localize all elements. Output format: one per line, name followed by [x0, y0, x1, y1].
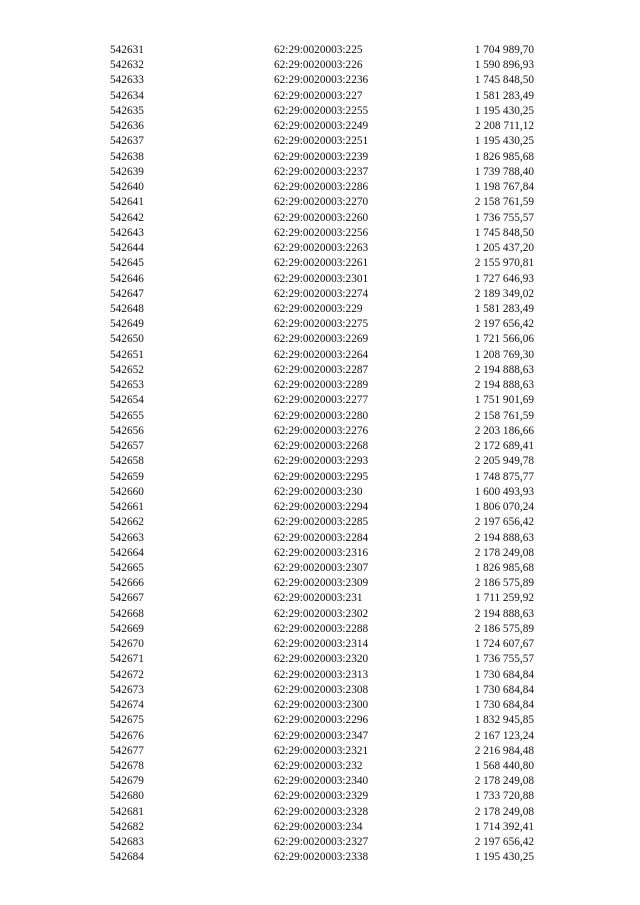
record-number: 542641: [110, 196, 144, 209]
record-number: 542662: [110, 516, 144, 529]
cadastral-value: 1 721 566,06: [474, 333, 534, 346]
cadastral-number: 62:29:0020003:2284: [274, 531, 369, 544]
table-row: [0, 165, 640, 180]
cadastral-number: 62:29:0020003:2239: [274, 150, 369, 163]
table-row: [0, 180, 640, 195]
record-number: 542640: [110, 181, 144, 194]
table-row: [0, 637, 640, 652]
cadastral-value: 2 208 711,12: [475, 120, 534, 133]
table-row: [0, 729, 640, 744]
cadastral-number: 62:29:0020003:2261: [274, 257, 369, 270]
cadastral-number: 62:29:0020003:227: [274, 89, 363, 102]
cadastral-value: 2 194 888,63: [474, 607, 534, 620]
record-number: 542682: [110, 820, 144, 833]
table-row: [0, 150, 640, 165]
record-number: 542649: [110, 318, 144, 331]
record-number: 542654: [110, 394, 144, 407]
table-row: [0, 104, 640, 119]
table-row: [0, 470, 640, 485]
table-row: [0, 515, 640, 530]
table-row: [0, 835, 640, 850]
table-row: [0, 317, 640, 332]
record-number: 542680: [110, 790, 144, 803]
table-row: [0, 713, 640, 728]
cadastral-number: 62:29:0020003:2289: [274, 379, 369, 392]
cadastral-number: 62:29:0020003:2274: [274, 287, 369, 300]
cadastral-number: 62:29:0020003:2314: [274, 638, 369, 651]
cadastral-value: 2 178 249,08: [474, 805, 534, 818]
table-row: [0, 850, 640, 865]
cadastral-value: 2 172 689,41: [474, 440, 534, 453]
cadastral-value: 1 581 283,49: [474, 89, 534, 102]
cadastral-number: 62:29:0020003:2327: [274, 836, 369, 849]
table-row: [0, 211, 640, 226]
record-number: 542631: [110, 44, 144, 56]
cadastral-number: 62:29:0020003:2300: [274, 699, 369, 712]
cadastral-value: 1 568 440,80: [474, 760, 534, 773]
cadastral-number: 62:29:0020003:232: [274, 760, 363, 773]
cadastral-value: 2 197 656,42: [474, 836, 534, 849]
cadastral-number: 62:29:0020003:226: [274, 59, 363, 72]
record-number: 542651: [110, 348, 144, 361]
cadastral-value: 2 194 888,63: [474, 363, 534, 376]
table-row: [0, 622, 640, 637]
record-number: 542668: [110, 607, 144, 620]
cadastral-number: 62:29:0020003:2288: [274, 622, 369, 635]
cadastral-value: 2 194 888,63: [474, 379, 534, 392]
table-row: [0, 561, 640, 576]
cadastral-value: 2 186 575,89: [474, 622, 534, 635]
cadastral-number: 62:29:0020003:2293: [274, 455, 369, 468]
cadastral-number: 62:29:0020003:2328: [274, 805, 369, 818]
cadastral-number: 62:29:0020003:231: [274, 592, 363, 605]
cadastral-value: 2 178 249,08: [474, 546, 534, 559]
cadastral-value: 2 194 888,63: [474, 531, 534, 544]
record-number: 542666: [110, 577, 144, 590]
cadastral-value: 1 195 430,25: [474, 135, 534, 148]
cadastral-value: 1 739 788,40: [474, 165, 534, 178]
cadastral-number: 62:29:0020003:2294: [274, 501, 369, 514]
record-number: 542632: [110, 59, 144, 72]
record-number: 542673: [110, 683, 144, 696]
record-number: 542636: [110, 120, 144, 133]
record-number: 542642: [110, 211, 144, 224]
table-row: [0, 134, 640, 149]
table-row: [0, 652, 640, 667]
table-row: [0, 43, 640, 58]
table-row: [0, 348, 640, 363]
cadastral-number: 62:29:0020003:229: [274, 302, 363, 315]
record-number: 542674: [110, 699, 144, 712]
record-number: 542675: [110, 714, 144, 727]
record-number: 542648: [110, 302, 144, 315]
table-row: [0, 363, 640, 378]
cadastral-number: 62:29:0020003:2275: [274, 318, 369, 331]
cadastral-number: 62:29:0020003:2249: [274, 120, 369, 133]
table-row: [0, 439, 640, 454]
record-number: 542677: [110, 744, 144, 757]
table-row: [0, 774, 640, 789]
cadastral-number: 62:29:0020003:2313: [274, 668, 369, 681]
cadastral-value: 2 216 984,48: [474, 744, 534, 757]
record-number: 542645: [110, 257, 144, 270]
cadastral-value: 1 590 896,93: [474, 59, 534, 72]
record-number: 542678: [110, 760, 144, 773]
record-number: 542638: [110, 150, 144, 163]
cadastral-value: 1 730 684,84: [474, 668, 534, 681]
record-number: 542656: [110, 424, 144, 437]
table-row: [0, 683, 640, 698]
cadastral-number: 62:29:0020003:230: [274, 485, 363, 498]
record-number: 542644: [110, 242, 144, 255]
cadastral-value: 1 745 848,50: [474, 226, 534, 239]
data-table: [0, 43, 640, 866]
table-row: [0, 805, 640, 820]
table-row: [0, 302, 640, 317]
cadastral-value: 1 208 769,30: [474, 348, 534, 361]
cadastral-number: 62:29:0020003:2320: [274, 653, 369, 666]
cadastral-value: 1 826 985,68: [474, 561, 534, 574]
table-row: [0, 500, 640, 515]
cadastral-number: 62:29:0020003:2329: [274, 790, 369, 803]
cadastral-value: 2 186 575,89: [474, 577, 534, 590]
table-row: [0, 744, 640, 759]
cadastral-value: 1 832 945,85: [474, 714, 534, 727]
table-row: [0, 195, 640, 210]
record-number: 542676: [110, 729, 144, 742]
cadastral-number: 62:29:0020003:2255: [274, 104, 369, 117]
record-number: 542665: [110, 561, 144, 574]
record-number: 542659: [110, 470, 144, 483]
table-row: [0, 409, 640, 424]
cadastral-number: 62:29:0020003:2251: [274, 135, 369, 148]
cadastral-number: 62:29:0020003:2264: [274, 348, 369, 361]
table-row: [0, 698, 640, 713]
record-number: 542633: [110, 74, 144, 87]
table-row: [0, 393, 640, 408]
cadastral-number: 62:29:0020003:2269: [274, 333, 369, 346]
cadastral-number: 62:29:0020003:234: [274, 820, 363, 833]
cadastral-number: 62:29:0020003:2338: [274, 851, 369, 864]
cadastral-number: 62:29:0020003:2285: [274, 516, 369, 529]
cadastral-number: 62:29:0020003:2268: [274, 440, 369, 453]
table-row: [0, 226, 640, 241]
cadastral-value: 1 711 259,92: [475, 592, 534, 605]
record-number: 542660: [110, 485, 144, 498]
cadastral-number: 62:29:0020003:2321: [274, 744, 369, 757]
table-row: [0, 546, 640, 561]
record-number: 542647: [110, 287, 144, 300]
table-row: [0, 607, 640, 622]
record-number: 542661: [110, 501, 144, 514]
cadastral-number: 62:29:0020003:225: [274, 44, 363, 56]
cadastral-number: 62:29:0020003:2260: [274, 211, 369, 224]
cadastral-value: 2 205 949,78: [474, 455, 534, 468]
record-number: 542643: [110, 226, 144, 239]
record-number: 542639: [110, 165, 144, 178]
cadastral-value: 2 197 656,42: [474, 318, 534, 331]
cadastral-number: 62:29:0020003:2340: [274, 775, 369, 788]
table-row: [0, 454, 640, 469]
cadastral-number: 62:29:0020003:2296: [274, 714, 369, 727]
table-row: [0, 424, 640, 439]
table-row: [0, 789, 640, 804]
record-number: 542684: [110, 851, 144, 864]
table-row: [0, 256, 640, 271]
cadastral-value: 1 730 684,84: [474, 699, 534, 712]
cadastral-number: 62:29:0020003:2280: [274, 409, 369, 422]
table-row: [0, 119, 640, 134]
table-row: [0, 485, 640, 500]
cadastral-number: 62:29:0020003:2263: [274, 242, 369, 255]
record-number: 542663: [110, 531, 144, 544]
table-row: [0, 89, 640, 104]
cadastral-value: 1 581 283,49: [474, 302, 534, 315]
cadastral-value: 1 745 848,50: [474, 74, 534, 87]
record-number: 542646: [110, 272, 144, 285]
record-number: 542664: [110, 546, 144, 559]
record-number: 542637: [110, 135, 144, 148]
table-row: [0, 287, 640, 302]
table-row: [0, 576, 640, 591]
cadastral-value: 1 727 646,93: [474, 272, 534, 285]
cadastral-number: 62:29:0020003:2308: [274, 683, 369, 696]
cadastral-value: 1 600 493,93: [474, 485, 534, 498]
table-row: [0, 759, 640, 774]
cadastral-value: 2 158 761,59: [474, 196, 534, 209]
cadastral-value: 1 730 684,84: [474, 683, 534, 696]
cadastral-value: 2 158 761,59: [474, 409, 534, 422]
record-number: 542671: [110, 653, 144, 666]
cadastral-value: 1 195 430,25: [474, 851, 534, 864]
cadastral-number: 62:29:0020003:2301: [274, 272, 369, 285]
table-row: [0, 58, 640, 73]
table-row: [0, 531, 640, 546]
cadastral-value: 1 704 989,70: [474, 44, 534, 56]
table-row: [0, 820, 640, 835]
record-number: 542670: [110, 638, 144, 651]
cadastral-value: 2 203 186,66: [474, 424, 534, 437]
cadastral-number: 62:29:0020003:2286: [274, 181, 369, 194]
cadastral-value: 2 155 970,81: [474, 257, 534, 270]
cadastral-value: 1 736 755,57: [474, 211, 534, 224]
cadastral-number: 62:29:0020003:2302: [274, 607, 369, 620]
record-number: 542658: [110, 455, 144, 468]
record-number: 542650: [110, 333, 144, 346]
record-number: 542683: [110, 836, 144, 849]
cadastral-value: 1 198 767,84: [474, 181, 534, 194]
cadastral-number: 62:29:0020003:2295: [274, 470, 369, 483]
table-row: [0, 241, 640, 256]
record-number: 542653: [110, 379, 144, 392]
cadastral-value: 1 751 901,69: [474, 394, 534, 407]
table-row: [0, 272, 640, 287]
record-number: 542657: [110, 440, 144, 453]
cadastral-value: 1 826 985,68: [474, 150, 534, 163]
record-number: 542634: [110, 89, 144, 102]
cadastral-value: 2 197 656,42: [474, 516, 534, 529]
record-number: 542669: [110, 622, 144, 635]
table-row: [0, 332, 640, 347]
record-number: 542672: [110, 668, 144, 681]
record-number: 542635: [110, 104, 144, 117]
cadastral-number: 62:29:0020003:2277: [274, 394, 369, 407]
cadastral-number: 62:29:0020003:2347: [274, 729, 369, 742]
cadastral-value: 1 736 755,57: [474, 653, 534, 666]
table-row: [0, 591, 640, 606]
record-number: 542679: [110, 775, 144, 788]
cadastral-value: 2 189 349,02: [474, 287, 534, 300]
cadastral-value: 1 748 875,77: [474, 470, 534, 483]
cadastral-number: 62:29:0020003:2236: [274, 74, 369, 87]
cadastral-value: 1 724 607,67: [474, 638, 534, 651]
cadastral-value: 2 167 123,24: [474, 729, 534, 742]
table-row: [0, 668, 640, 683]
cadastral-number: 62:29:0020003:2309: [274, 577, 369, 590]
cadastral-number: 62:29:0020003:2270: [274, 196, 369, 209]
cadastral-value: 1 205 437,20: [474, 242, 534, 255]
cadastral-number: 62:29:0020003:2237: [274, 165, 369, 178]
cadastral-value: 2 178 249,08: [474, 775, 534, 788]
record-number: 542681: [110, 805, 144, 818]
cadastral-number: 62:29:0020003:2307: [274, 561, 369, 574]
cadastral-value: 1 714 392,41: [474, 820, 534, 833]
table-row: [0, 73, 640, 88]
cadastral-value: 1 195 430,25: [474, 104, 534, 117]
cadastral-number: 62:29:0020003:2256: [274, 226, 369, 239]
record-number: 542655: [110, 409, 144, 422]
cadastral-value: 1 806 070,24: [474, 501, 534, 514]
record-number: 542652: [110, 363, 144, 376]
cadastral-number: 62:29:0020003:2276: [274, 424, 369, 437]
cadastral-number: 62:29:0020003:2287: [274, 363, 369, 376]
table-row: [0, 378, 640, 393]
record-number: 542667: [110, 592, 144, 605]
cadastral-number: 62:29:0020003:2316: [274, 546, 369, 559]
cadastral-value: 1 733 720,88: [474, 790, 534, 803]
